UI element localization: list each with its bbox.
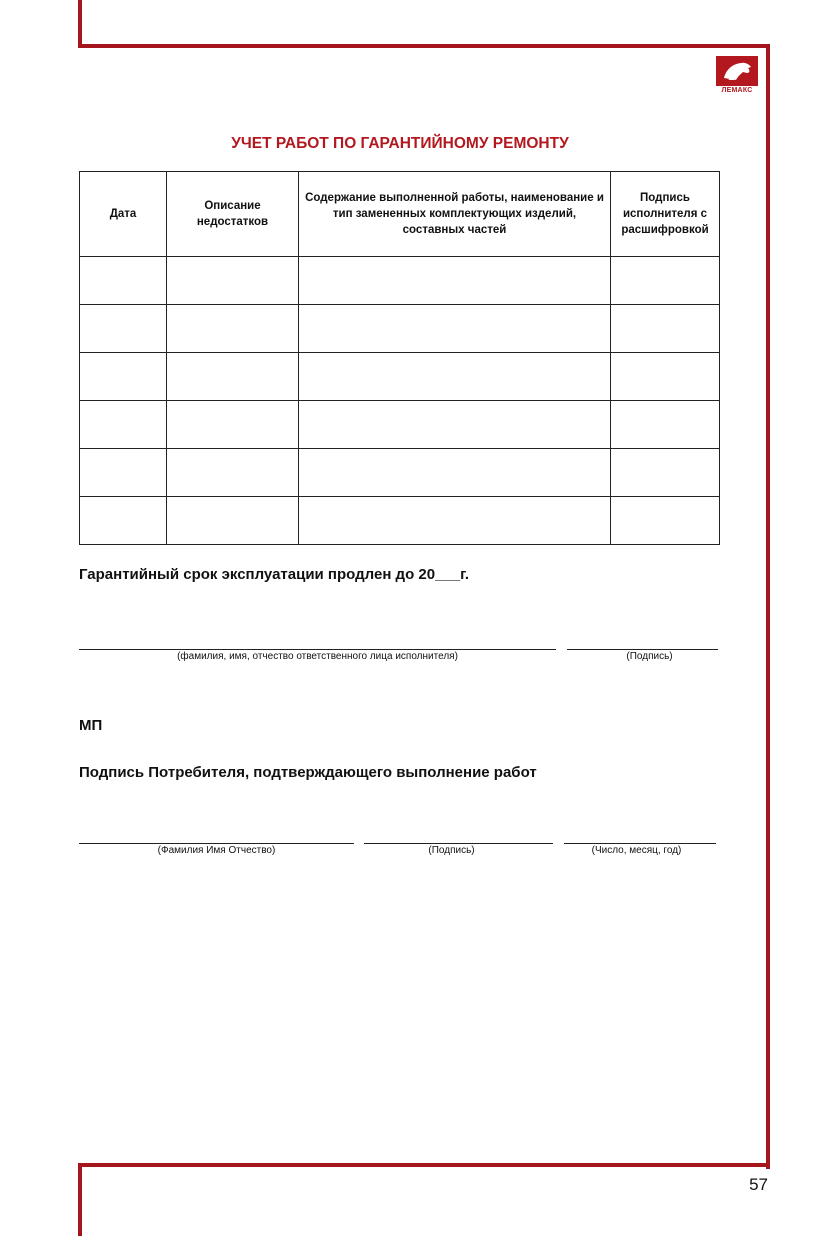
frame-top-left-vertical bbox=[78, 0, 82, 47]
company-logo bbox=[716, 56, 758, 94]
executor-name-line[interactable] bbox=[79, 649, 556, 650]
table-cell[interactable] bbox=[611, 497, 720, 545]
consumer-signature-text: Подпись Потребителя, подтверждающего выполнение работ bbox=[79, 764, 537, 781]
executor-signature-line[interactable] bbox=[567, 649, 718, 650]
consumer-date-caption: (Число, месяц, год) bbox=[591, 845, 682, 856]
table-cell[interactable] bbox=[299, 497, 611, 545]
table-row bbox=[80, 353, 720, 401]
table-cell[interactable] bbox=[299, 401, 611, 449]
table-row bbox=[80, 257, 720, 305]
table-cell[interactable] bbox=[611, 305, 720, 353]
table-body bbox=[80, 257, 720, 545]
consumer-name-caption: (Фамилия Имя Отчество) bbox=[157, 845, 276, 856]
table-row bbox=[80, 449, 720, 497]
logo-emblem bbox=[716, 56, 758, 86]
table-cell[interactable] bbox=[167, 305, 299, 353]
table-cell[interactable] bbox=[299, 305, 611, 353]
column-header-date: Дата bbox=[80, 172, 167, 257]
table-header-row bbox=[80, 172, 720, 257]
frame-right-vertical bbox=[766, 44, 770, 1169]
consumer-date-line[interactable] bbox=[564, 843, 716, 844]
stamp-label: МП bbox=[79, 717, 103, 734]
table-cell[interactable] bbox=[299, 257, 611, 305]
table-cell[interactable] bbox=[299, 449, 611, 497]
table-row bbox=[80, 401, 720, 449]
page-title: УЧЕТ РАБОТ ПО ГАРАНТИЙНОМУ РЕМОНТУ bbox=[231, 135, 569, 152]
table-row bbox=[80, 497, 720, 545]
page-number: 57 bbox=[749, 1175, 768, 1194]
consumer-signature-line[interactable] bbox=[364, 843, 553, 844]
table-cell[interactable] bbox=[611, 353, 720, 401]
table-cell[interactable] bbox=[167, 353, 299, 401]
table-cell[interactable] bbox=[167, 401, 299, 449]
repair-log-table bbox=[79, 171, 720, 545]
table-cell[interactable] bbox=[167, 497, 299, 545]
table-row bbox=[80, 305, 720, 353]
table-cell[interactable] bbox=[80, 257, 167, 305]
table-cell[interactable] bbox=[80, 305, 167, 353]
consumer-name-line[interactable] bbox=[79, 843, 354, 844]
table-cell[interactable] bbox=[299, 353, 611, 401]
table-cell[interactable] bbox=[80, 401, 167, 449]
table-cell[interactable] bbox=[611, 449, 720, 497]
column-header-executor-signature: Подпись исполнителя с расшифровкой bbox=[611, 172, 720, 257]
table-cell[interactable] bbox=[80, 353, 167, 401]
column-header-defects: Описание недостатков bbox=[167, 172, 299, 257]
frame-bottom-horizontal bbox=[78, 1163, 770, 1167]
table-cell[interactable] bbox=[611, 257, 720, 305]
horse-head-icon bbox=[716, 56, 758, 86]
table-cell[interactable] bbox=[80, 449, 167, 497]
warranty-extension-text: Гарантийный срок эксплуатации продлен до 20___г. bbox=[79, 566, 470, 583]
logo-brand-text: ЛЕМАКС bbox=[721, 87, 753, 94]
executor-signature-caption: (Подпись) bbox=[626, 651, 673, 662]
frame-top-horizontal bbox=[78, 44, 770, 48]
frame-bottom-left-vertical bbox=[78, 1163, 82, 1236]
table-cell[interactable] bbox=[80, 497, 167, 545]
table-cell[interactable] bbox=[611, 401, 720, 449]
executor-name-caption: (фамилия, имя, отчество ответственного лица исполнителя) bbox=[177, 651, 458, 662]
consumer-signature-caption: (Подпись) bbox=[428, 845, 475, 856]
column-header-work-content: Содержание выполненной работы, наименование и тип замененных комплектующих изделий, составных частей bbox=[299, 172, 611, 257]
table-cell[interactable] bbox=[167, 449, 299, 497]
table-cell[interactable] bbox=[167, 257, 299, 305]
